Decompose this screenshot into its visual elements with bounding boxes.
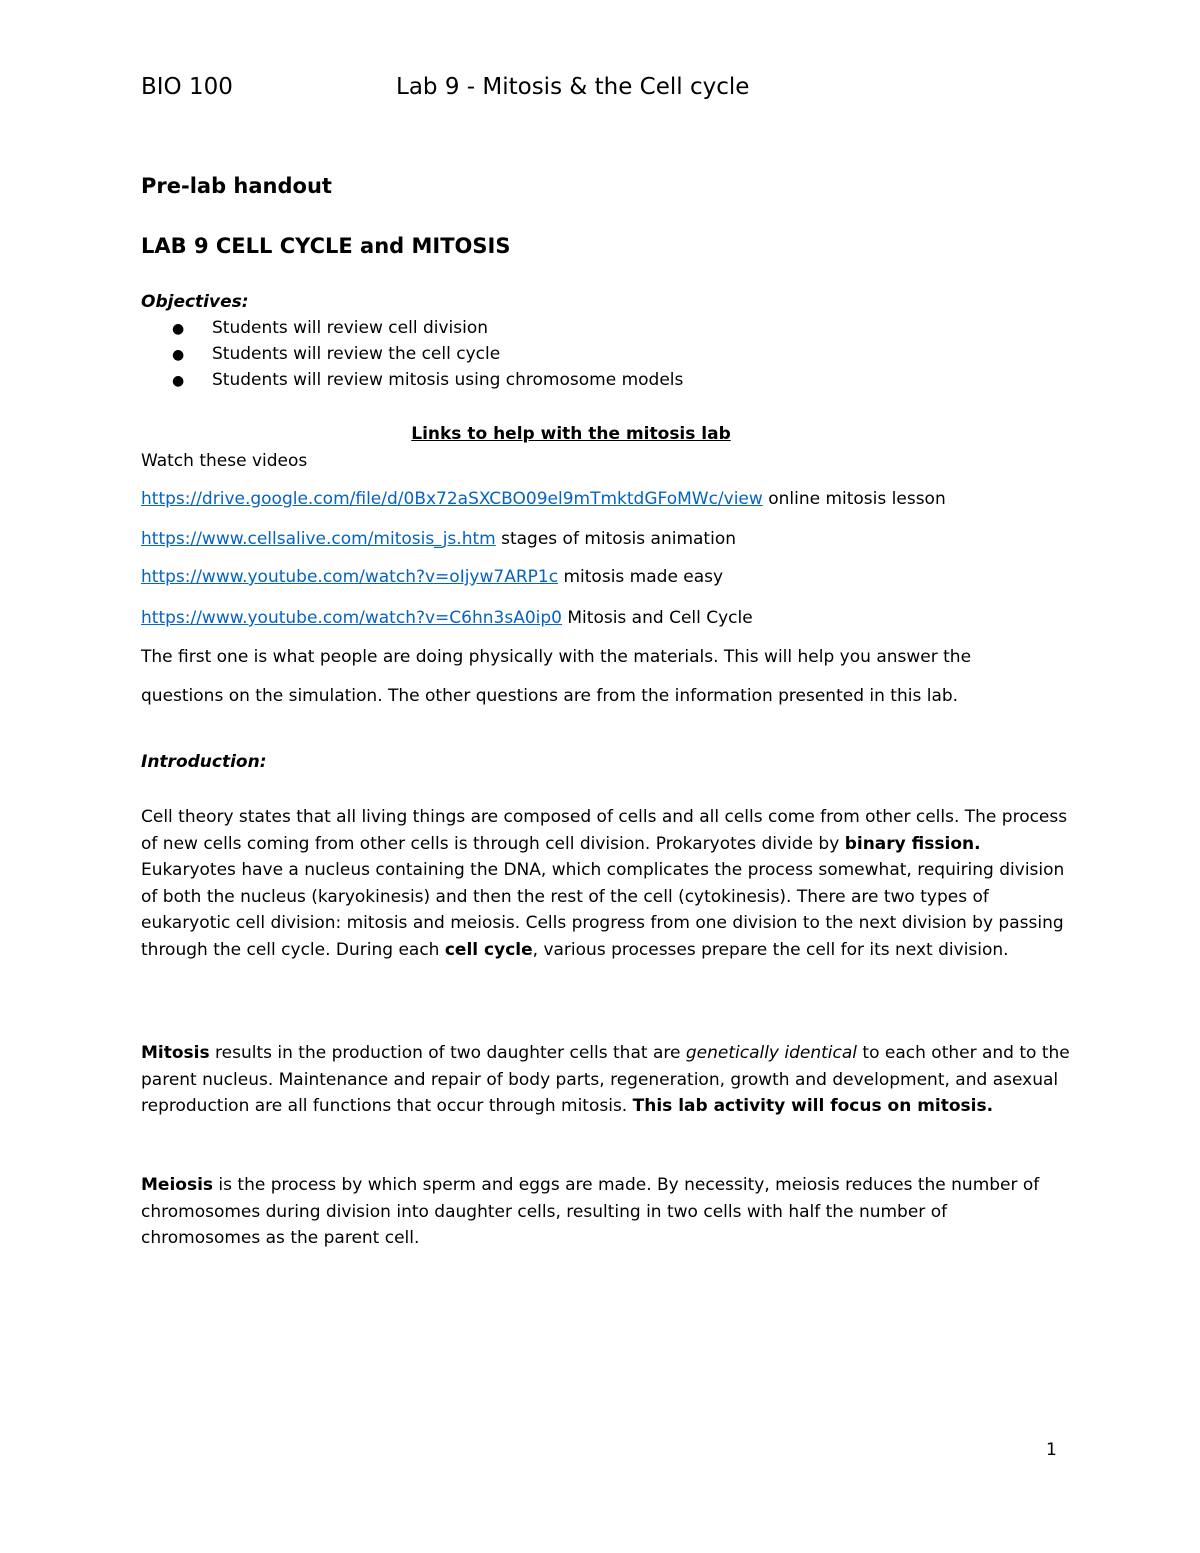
lab-heading: LAB 9 CELL CYCLE and MITOSIS [141, 234, 511, 258]
bullet-icon: ● [172, 373, 185, 389]
note-line: The first one is what people are doing physically with the materials. This will help you answer the [141, 647, 972, 667]
link-row [141, 608, 753, 628]
objective-text: Students will review the cell cycle [212, 344, 501, 364]
mitosis-italic: genetically identical [685, 1043, 858, 1063]
meiosis-paragraph [141, 1172, 1071, 1252]
video-link[interactable]: https://www.youtube.com/watch?v=C6hn3sA0ip0 [141, 608, 562, 628]
meiosis-term: Meiosis [141, 1175, 214, 1195]
intro-bold-term: binary fission. [844, 833, 981, 854]
header-title: Lab 9 - Mitosis & the Cell cycle [396, 74, 750, 100]
bullet-icon: ● [172, 321, 185, 337]
intro-bold-term: cell cycle [444, 939, 533, 960]
objective-text: Students will review cell division [212, 318, 488, 338]
link-description: online mitosis lesson [762, 489, 946, 509]
mitosis-term: Mitosis [141, 1043, 210, 1063]
mitosis-text: results in the production of two daughter cells that are [209, 1043, 686, 1063]
link-description: Mitosis and Cell Cycle [561, 608, 753, 628]
mitosis-text: to each other and to the parent nucleus. Maintenance and repair of body parts, regeneration, growth and development, and asexual reproduction are all functions that occur through mitosis. [141, 1043, 1070, 1116]
mitosis-paragraph [141, 1040, 1071, 1120]
note-line: questions on the simulation. The other questions are from the information presented in this lab. [141, 686, 959, 706]
page-number: 1 [1046, 1440, 1057, 1460]
objective-item [172, 370, 683, 390]
video-link[interactable]: https://drive.google.com/file/d/0Bx72aSXCBO09el9mTmktdGFoMWc/view [141, 489, 763, 509]
video-link[interactable]: https://www.youtube.com/watch?v=oIjyw7ARP1c [141, 567, 559, 587]
prelab-title: Pre-lab handout [141, 174, 332, 198]
objective-item [172, 318, 488, 338]
introduction-paragraph [141, 804, 1071, 963]
introduction-label: Introduction: [141, 752, 267, 772]
objectives-label: Objectives: [141, 292, 249, 312]
intro-text: Eukaryotes have a nucleus containing the DNA, which complicates the process somewhat, requiring division of both the nucleus (karyokinesis) and then the rest of the cell (cytokinesis). There are two types of eukaryotic cell division: mitosis and meiosis. Cells progress from one division to the next division by passing through the cell cycle. During each [141, 860, 1065, 960]
link-description: stages of mitosis animation [495, 529, 736, 549]
link-row [141, 529, 736, 549]
meiosis-text: is the process by which sperm and eggs are made. By necessity, meiosis reduces the number of chromosomes during division into daughter cells, resulting in two cells with half the number of chromosomes as the parent cell. [141, 1175, 1040, 1248]
intro-text: Cell theory states that all living things are composed of cells and all cells come from other cells. The process of new cells coming from other cells is through cell division. Prokaryotes divide by [141, 807, 1068, 854]
intro-text: , various processes prepare the cell for its next division. [532, 939, 1009, 960]
link-row [141, 567, 723, 587]
link-row [141, 489, 946, 509]
mitosis-focus: This lab activity will focus on mitosis. [632, 1096, 994, 1116]
header-course: BIO 100 [141, 74, 233, 100]
link-description: mitosis made easy [558, 567, 724, 587]
watch-instruction: Watch these videos [141, 451, 308, 471]
objective-text: Students will review mitosis using chromosome models [212, 370, 684, 390]
links-heading: Links to help with the mitosis lab [411, 424, 731, 444]
objective-item [172, 344, 500, 364]
video-link[interactable]: https://www.cellsalive.com/mitosis_js.htm [141, 529, 496, 549]
bullet-icon: ● [172, 347, 185, 363]
